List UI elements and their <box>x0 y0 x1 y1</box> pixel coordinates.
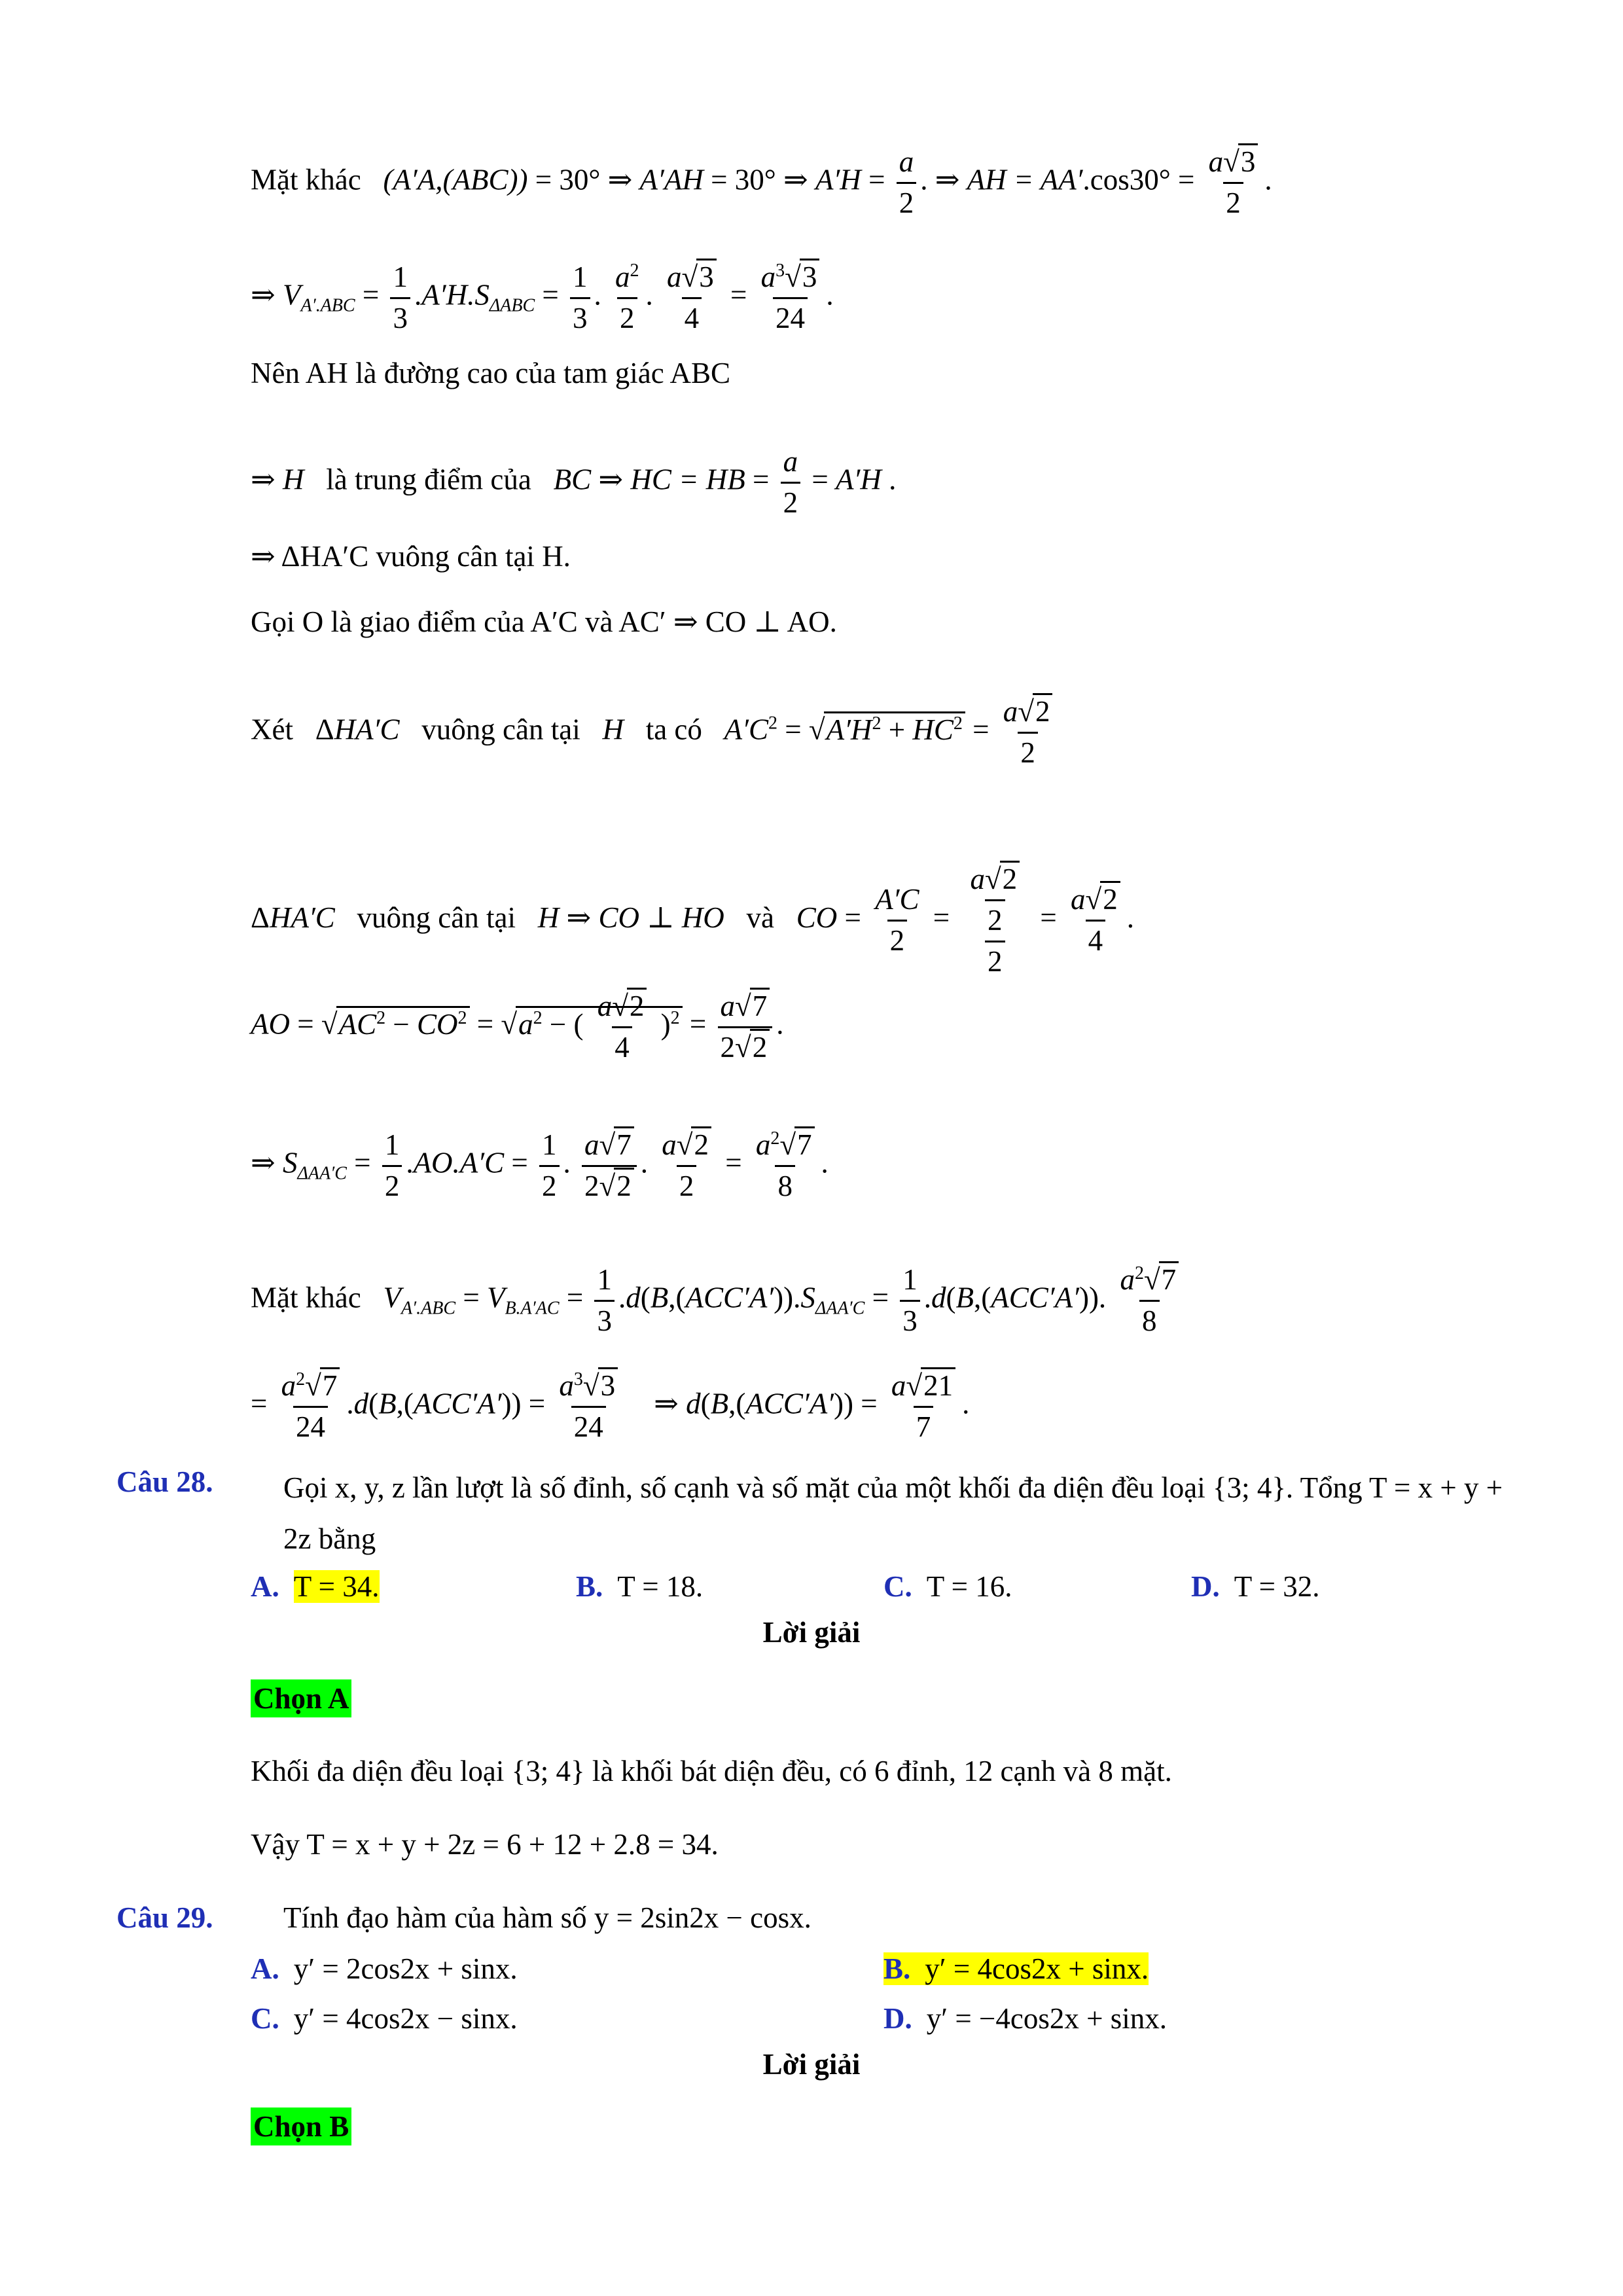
option-label: C. <box>251 2002 279 2035</box>
option-label: D. <box>883 2002 912 2035</box>
question-28-choice-badge: Chọn A <box>251 1679 351 1717</box>
solution-line-1: Mặt khác (A′A,(ABC)) = 30° ⇒ A′AH = 30° ⇒ A′H = $\frac{a}{2}$ . ⇒ AH = AA′.cos30° = $\frac{a√3}{2}$ . <box>251 145 1272 221</box>
option-label: D. <box>1191 1570 1220 1603</box>
question-29-option-c[interactable] <box>251 1999 518 2038</box>
question-28-number: Câu 28. <box>116 1465 213 1498</box>
solution-line-2: ⇒ $V_{A'.ABC}$ = $\frac{1}{3}$ $.A'H.S_{\Delta ABC}$ = $\frac{1}{3}$ . $\frac{a^2}{2}$ . $\frac{a√3}{4}$ = $\frac{a^3√3}{24}$ . <box>251 260 834 336</box>
solution-line-4: ⇒ H là trung điểm của BC ⇒ HC = HB = $\frac{a}{2}$ = A′H . <box>251 445 897 519</box>
option-label: A. <box>251 1952 279 1985</box>
question-28-solution-line-2: Vậy T = x + y + 2z = 6 + 12 + 2.8 = 34. <box>251 1828 719 1861</box>
solution-line-11: Mặt khác $V_{A'.ABC} = V_{B.A'AC}$ = $\frac{1}{3}$ $.d(B,(ACC'A')).S_{\Delta AA'C}$ = $\frac{1}{3}$ .d(B,(ACC′A′)). $\frac{a^2√7}{8}$ <box>251 1263 1185 1338</box>
question-29-solution-heading: Lời giải <box>762 2048 861 2081</box>
question-28-solution-line-1: Khối đa diện đều loại {3; 4} là khối bát diện đều, có 6 đỉnh, 12 cạnh và 8 mặt. <box>251 1755 1172 1787</box>
question-29-choice-badge: Chọn B <box>251 2108 351 2145</box>
option-label: C. <box>883 1570 912 1603</box>
option-text: y′ = −4cos2x + sinx. <box>926 2002 1167 2035</box>
option-text: T = 16. <box>926 1570 1012 1603</box>
solution-line-7: Xét ΔHA′C vuông cân tại H ta có $A'C^2 = √A'H^2 + HC^2$ = $\frac{a√2}{2}$ <box>251 695 1059 770</box>
option-text: T = 34. <box>293 1570 380 1603</box>
question-28-option-a[interactable] <box>251 1567 380 1606</box>
question-29-option-b[interactable] <box>883 1949 1149 1988</box>
question-29-stem: Tính đạo hàm của hàm số y = 2sin2x − cosx. <box>283 1901 812 1934</box>
option-text: T = 18. <box>617 1570 704 1603</box>
option-text: T = 32. <box>1234 1570 1320 1603</box>
solution-line-5: ⇒ ΔHA′C vuông cân tại H. <box>251 540 571 573</box>
solution-line-12: = $\frac{a^2√7}{24}$ .d(B,(ACC′A′)) = $\frac{a^3√3}{24}$ ⇒ d(B,(ACC′A′)) = $\frac{a√21}{7}$ . <box>251 1369 969 1444</box>
question-28-option-d[interactable] <box>1191 1567 1320 1606</box>
option-text: y′ = 4cos2x + sinx. <box>925 1952 1149 1985</box>
option-label: A. <box>251 1570 279 1603</box>
solution-line-8: ΔHA′C vuông cân tại H ⇒ CO ⊥ HO và CO = $\frac{A'C}{2}$ = $\frac{\frac{a√2}{2}}{2}$ = $\frac{a√2}{4}$ . <box>251 863 1134 978</box>
option-label: B. <box>883 1952 911 1985</box>
solution-line-9: AO = $√AC^2 - CO^2 = √a^2$ − ( $\frac{a√2}{4}$ )$^2$ = $\frac{a√7}{2√2}$ . <box>251 990 784 1065</box>
question-28-option-b[interactable] <box>576 1567 703 1606</box>
option-text: y′ = 2cos2x + sinx. <box>293 1952 518 1985</box>
question-29-option-d[interactable] <box>883 1999 1167 2038</box>
option-label: B. <box>576 1570 603 1603</box>
solution-line-6: Gọi O là giao điểm của A′C và AC′ ⇒ CO ⊥ AO. <box>251 605 837 638</box>
question-29-option-a[interactable] <box>251 1949 518 1988</box>
solution-line-3: Nên AH là đường cao của tam giác ABC <box>251 357 731 389</box>
question-28-solution-heading: Lời giải <box>762 1616 861 1649</box>
question-28-option-c[interactable] <box>883 1567 1012 1606</box>
solution-line-10: ⇒ $S_{\Delta AA'C}$ = $\frac{1}{2}$ .AO.A′C = $\frac{1}{2}$ . $\frac{a√7}{2√2}$ . $\frac{a√2}{2}$ = $\frac{a^2√7}{8}$ . <box>251 1128 829 1204</box>
option-text: y′ = 4cos2x − sinx. <box>293 2002 518 2035</box>
question-28-stem: Gọi x, y, z lần lượt là số đỉnh, số cạnh và số mặt của một khối đa diện đều loại {3; 4}. Tổng T = x + y + 2z bằng <box>283 1471 1503 1555</box>
question-29-number: Câu 29. <box>116 1901 213 1934</box>
